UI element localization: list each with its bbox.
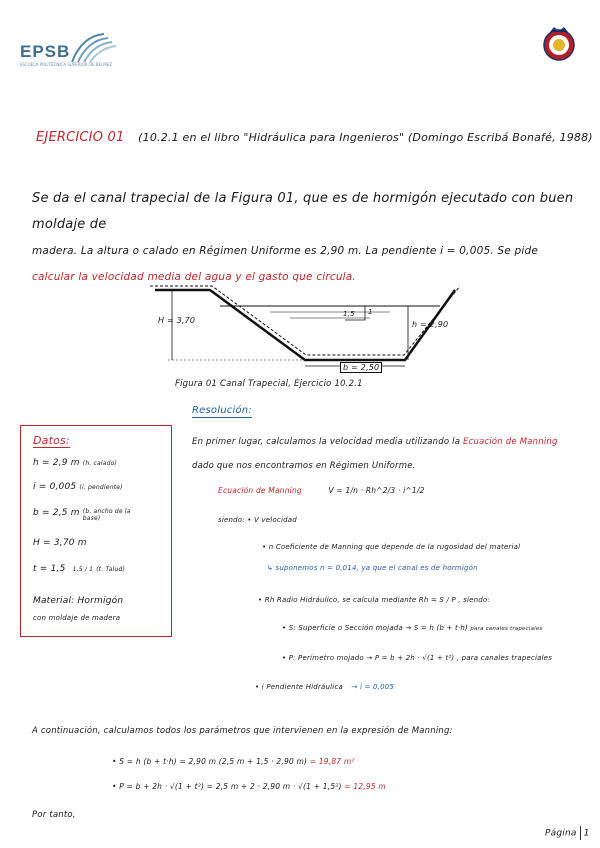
figure-label-slope: 1,5 [343,310,355,318]
data-b-note: (b. ancho de la base) [82,508,131,522]
data-box-title: Datos: [33,434,70,447]
figure-label-b: b = 2,50 [340,362,382,373]
page-divider [580,826,581,840]
calc-surface-result: = 19,87 m² [309,757,355,766]
intro-manning-red: Ecuación de Manning [463,437,558,447]
hydraulic-radius-text: • Rh Radio Hidráulico, se calcula mediante Rh = S / P , siendo: [258,596,490,604]
statement-line-3: calcular la velocidad media del agua y el gasto que circula. [32,271,356,283]
continuation-text: A continuación, calculamos todos los parámetros que intervienen en la expresión de Manning: [32,726,453,736]
arrow-icon: ↳ [267,564,276,572]
data-material-note: con moldaje de madera [33,614,121,622]
siendo-velocity: siendo: • V velocidad [218,516,297,524]
intro-part-a: En primer lugar, calculamos la velocidad media utilizando la [192,437,464,447]
statement-line-1: Se da el canal trapecial de la Figura 01, que es de hormigón ejecutado con buen moldaje de [32,191,574,232]
manning-coefficient-assumption [267,564,478,572]
calc-perimeter-result: = 12,95 m [344,782,386,791]
data-t [33,564,125,574]
university-seal-icon [540,24,578,62]
resolution-heading [192,405,252,416]
problem-statement [32,186,577,290]
data-t-value: t = 1,5 [33,564,66,574]
exercise-reference: (10.2.1 en el libro "Hidráulica para Ingenieros" (Domingo Escribá Bonafé, 1988) [138,131,593,144]
n-assume-text: suponemos n = 0,014, ya que el canal es de hormigón [275,564,478,572]
logo-subtitle: ESCUELA POLITÉCNICA SUPERIOR DE BELMEZ [20,62,113,67]
arrow-right-icon: → [351,683,358,691]
s-formula: • S: Superficie o Sección mojada → S = h (b + t·h) [282,624,468,632]
data-material: Material: Hormigón [33,596,124,606]
wet-perimeter-text: • P: Perímetro mojado → P = b + 2h · √(1 + t²) , para canales trapeciales [282,654,553,662]
figure-label-one: 1 [368,308,373,316]
calc-perimeter-formula: • P = b + 2h · √(1 + t²) = 2,5 m + 2 · 2,90 m · √(1 + 1,5²) [112,782,342,791]
data-i-note: (i. pendiente) [79,484,123,491]
canal-figure [150,276,460,374]
calc-perimeter [112,782,386,791]
hydraulic-slope-text [255,683,394,691]
data-h [33,458,117,468]
resolution-heading-text: Resolución: [192,405,252,416]
data-i [33,482,123,492]
page-label: Página [545,828,577,839]
statement-line-2: madera. La altura o calado en Régimen Uniforme es 2,90 m. La pendiente i = 0,005. Se pide [32,245,538,257]
manning-formula: V = 1/n · Rh^2/3 · i^1/2 [328,486,425,495]
data-i-value: i = 0,005 [33,482,77,492]
figure-label-H: H = 3,70 [158,316,196,325]
epsb-logo [20,28,120,72]
calc-surface-formula: • S = h (b + t·h) = 2,90 m (2,5 m + 1,5 · 2,90 m) [112,757,308,766]
page-number-value: 1 [583,828,590,839]
logo-waves-icon [70,32,120,64]
calc-surface [112,757,355,766]
manning-label: Ecuación de Manning [218,486,302,495]
data-box [20,425,172,637]
figure-label-h: h = 2,90 [412,320,449,329]
wet-section-text [282,624,543,632]
resolution-intro [192,430,587,478]
data-t-ratio: 1,5 / 1 [72,566,94,573]
logo-name: EPSB [20,42,71,61]
data-H [33,538,87,548]
therefore-text: Por tanto, [32,810,76,820]
exercise-label: EJERCICIO 01 [36,130,125,145]
resolution-intro-line-1 [192,430,587,454]
data-h-note: (h. calado) [82,460,118,467]
data-b-value: b = 2,5 m [33,508,80,518]
figure-caption: Figura 01 Canal Trapecial, Ejercicio 10.2.1 [175,379,363,389]
data-h-value: h = 2,9 m [33,458,80,468]
exercise-title [36,130,593,145]
s-note: para canales trapeciales [470,626,543,632]
page-number [545,826,590,840]
data-t-note: (t. Talud) [96,566,126,573]
data-H-value: H = 3,70 m [33,538,87,548]
manning-coefficient-text: • n Coeficiente de Manning que depende de la rugosidad del material [262,543,521,551]
resolution-intro-line-2: dado que nos encontramos en Régimen Uniforme. [192,461,416,471]
data-b [33,508,138,522]
manning-equation [218,486,425,495]
i-value: i = 0,005 [359,683,395,691]
i-label: • i Pendiente Hidráulica [255,683,343,691]
